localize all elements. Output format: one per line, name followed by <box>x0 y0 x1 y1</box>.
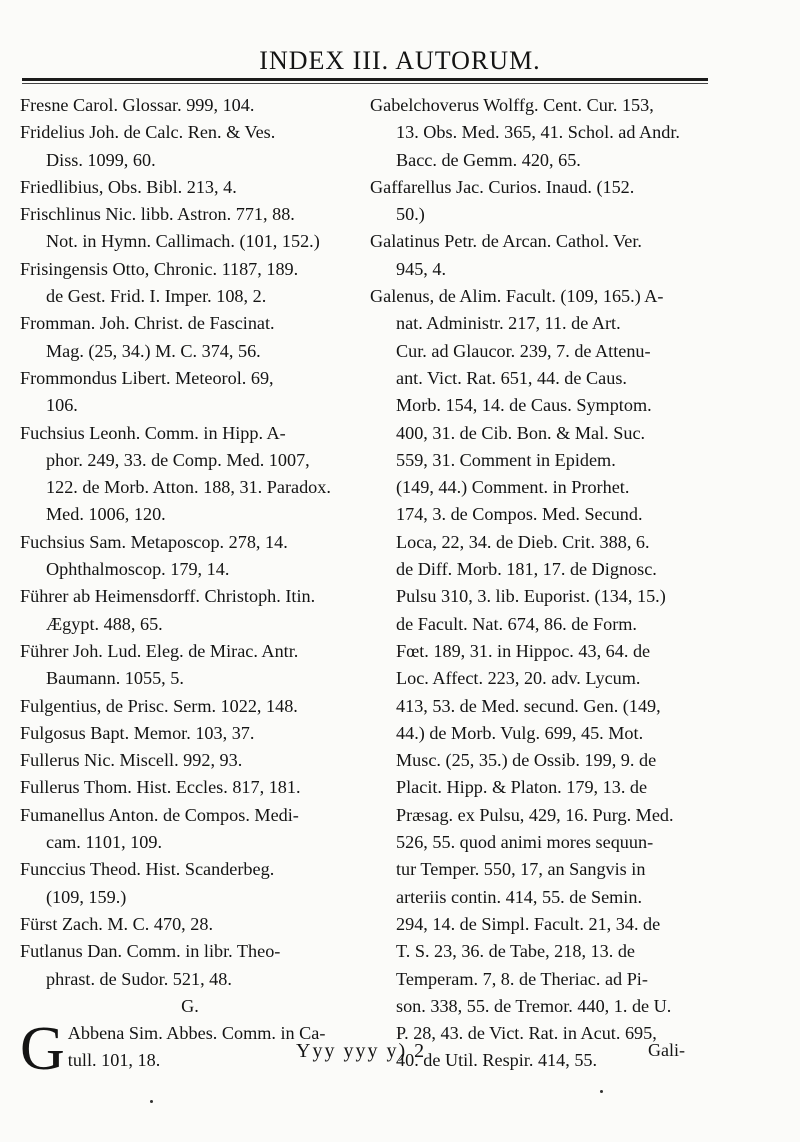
drop-cap: G <box>20 1015 65 1084</box>
index-entry-cont: tur Temper. 550, 17, an Sangvis in <box>396 859 646 880</box>
index-entry-text: Abbena Sim. Abbes. Comm. in Ca- <box>67 1023 326 1044</box>
index-entry-cont: 50.) <box>396 204 425 225</box>
index-entry: Funccius Theod. Hist. Scanderbeg. <box>20 859 275 880</box>
index-entry: Fuchsius Sam. Metaposcop. 278, 14. <box>20 531 288 552</box>
header-rule-thin <box>22 83 708 84</box>
index-entry-cont: Fœt. 189, 31. in Hippoc. 43, 64. de <box>396 640 651 661</box>
index-entry-cont: Cur. ad Glaucor. 239, 7. de Attenu- <box>396 340 651 361</box>
index-entry-cont: Mag. (25, 34.) M. C. 374, 56. <box>46 340 261 361</box>
index-entry-cont: Musc. (25, 35.) de Ossib. 199, 9. de <box>396 750 657 771</box>
index-entry: Fridelius Joh. de Calc. Ren. & Ves. <box>20 122 276 143</box>
index-entry-cont: Ægypt. 488, 65. <box>46 613 163 634</box>
index-entry-cont: 106. <box>46 395 78 416</box>
index-entry-cont: 413, 53. de Med. secund. Gen. (149, <box>396 695 661 716</box>
index-entry-cont: 400, 31. de Cib. Bon. & Mal. Suc. <box>396 422 646 443</box>
index-entry-cont: nat. Administr. 217, 11. de Art. <box>396 313 621 334</box>
index-entry: Gabelchoverus Wolffg. Cent. Cur. 153, <box>370 95 654 115</box>
index-entry: Friedlibius, Obs. Bibl. 213, 4. <box>20 176 237 197</box>
index-entry-cont: Loc. Affect. 223, 20. adv. Lycum. <box>396 668 641 689</box>
index-entry-cont: Præsag. ex Pulsu, 429, 16. Purg. Med. <box>396 804 674 825</box>
index-entry-cont: 945, 4. <box>396 258 447 279</box>
index-entry: Fromman. Joh. Christ. de Fascinat. <box>20 313 275 334</box>
index-entry-cont: Med. 1006, 120. <box>46 504 166 525</box>
index-entry-cont: T. S. 23, 36. de Tabe, 218, 13. de <box>396 941 636 962</box>
index-entry: Fuchsius Leonh. Comm. in Hipp. A- <box>20 422 286 443</box>
index-entry: Frisingensis Otto, Chronic. 1187, 189. <box>20 258 299 279</box>
page-header: INDEX III. AUTORUM. <box>259 46 541 75</box>
section-letter: G. <box>181 995 199 1016</box>
index-entry-cont: P. 28, 43. de Vict. Rat. in Acut. 695, <box>396 1023 657 1044</box>
index-entry: Gaffarellus Jac. Curios. Inaud. (152. <box>370 176 635 197</box>
paper-speck <box>150 1100 153 1103</box>
index-entry-cont: Baumann. 1055, 5. <box>46 668 184 689</box>
index-entry-cont: Diss. 1099, 60. <box>46 149 156 170</box>
index-entry-cont: ant. Vict. Rat. 651, 44. de Caus. <box>396 367 627 388</box>
index-entry: Frischlinus Nic. libb. Astron. 771, 88. <box>20 204 295 225</box>
index-entry-cont: phrast. de Sudor. 521, 48. <box>46 968 232 989</box>
index-entry-cont: (109, 159.) <box>46 886 127 907</box>
index-entry-cont: de Diff. Morb. 181, 17. de Dignosc. <box>396 559 657 580</box>
catchword: Gali- <box>648 1040 685 1060</box>
index-entry: Fumanellus Anton. de Compos. Medi- <box>20 804 299 825</box>
signature-mark: Yyy yyy y) 2 <box>296 1040 427 1062</box>
index-entry-cont: Pulsu 310, 3. lib. Euporist. (134, 15.) <box>396 586 666 607</box>
index-entry-cont: Loca, 22, 34. de Dieb. Crit. 388, 6. <box>396 531 650 552</box>
index-entry: Galenus, de Alim. Facult. (109, 165.) A- <box>370 286 664 307</box>
index-entry: Fulgosus Bapt. Memor. 103, 37. <box>20 722 255 743</box>
left-column <box>20 92 360 1084</box>
index-entry-cont: 294, 14. de Simpl. Facult. 21, 34. de <box>396 913 661 934</box>
index-entry-cont: 174, 3. de Compos. Med. Secund. <box>396 504 643 525</box>
index-entry-cont: Placit. Hipp. & Platon. 179, 13. de <box>396 777 648 798</box>
index-entry-cont: son. 338, 55. de Tremor. 440, 1. de U. <box>396 995 672 1016</box>
paper-speck <box>600 1090 603 1093</box>
header-rule <box>22 78 708 81</box>
index-entry: Fullerus Thom. Hist. Eccles. 817, 181. <box>20 777 301 798</box>
index-entry-cont: Temperam. 7, 8. de Theriac. ad Pi- <box>396 968 648 989</box>
index-entry: Fulgentius, de Prisc. Serm. 1022, 148. <box>20 695 298 716</box>
index-entry-cont: de Gest. Frid. I. Imper. 108, 2. <box>46 286 267 307</box>
index-entry-cont: Bacc. de Gemm. 420, 65. <box>396 149 581 170</box>
index-entry-cont: de Facult. Nat. 674, 86. de Form. <box>396 613 637 634</box>
index-entry-cont: 122. de Morb. Atton. 188, 31. Paradox. <box>46 477 331 498</box>
index-entry: Fresne Carol. Glossar. 999, 104. <box>20 95 255 115</box>
index-entry-cont: 559, 31. Comment in Epidem. <box>396 449 616 470</box>
index-entry-cont: 44.) de Morb. Vulg. 699, 45. Mot. <box>396 722 644 743</box>
index-entry-cont: Ophthalmoscop. 179, 14. <box>46 559 230 580</box>
index-entry-cont: 13. Obs. Med. 365, 41. Schol. ad Andr. <box>396 122 680 143</box>
index-entry-cont: Not. in Hymn. Callimach. (101, 152.) <box>46 231 320 252</box>
index-entry-cont: 526, 55. quod animi mores sequun- <box>396 832 654 853</box>
index-entry-cont: cam. 1101, 109. <box>46 832 163 853</box>
index-entry: Fürst Zach. M. C. 470, 28. <box>20 913 213 934</box>
index-entry-cont: phor. 249, 33. de Comp. Med. 1007, <box>46 449 310 470</box>
index-entry-cont: 40. de Util. Respir. 414, 55. <box>396 1050 598 1071</box>
index-entry: Frommondus Libert. Meteorol. 69, <box>20 367 274 388</box>
index-entry: Galatinus Petr. de Arcan. Cathol. Ver. <box>370 231 642 252</box>
index-entry: Führer ab Heimensdorff. Christoph. Itin. <box>20 586 316 607</box>
index-entry-cont: (149, 44.) Comment. in Prorhet. <box>396 477 630 498</box>
index-entry-cont: Morb. 154, 14. de Caus. Symptom. <box>396 395 652 416</box>
index-entry-cont: tull. 101, 18. <box>67 1050 161 1071</box>
index-entry: Futlanus Dan. Comm. in libr. Theo- <box>20 941 281 962</box>
right-column <box>370 92 708 1075</box>
index-entry: Führer Joh. Lud. Eleg. de Mirac. Antr. <box>20 640 299 661</box>
index-entry: Fullerus Nic. Miscell. 992, 93. <box>20 750 243 771</box>
index-entry-cont: arteriis contin. 414, 55. de Semin. <box>396 886 642 907</box>
